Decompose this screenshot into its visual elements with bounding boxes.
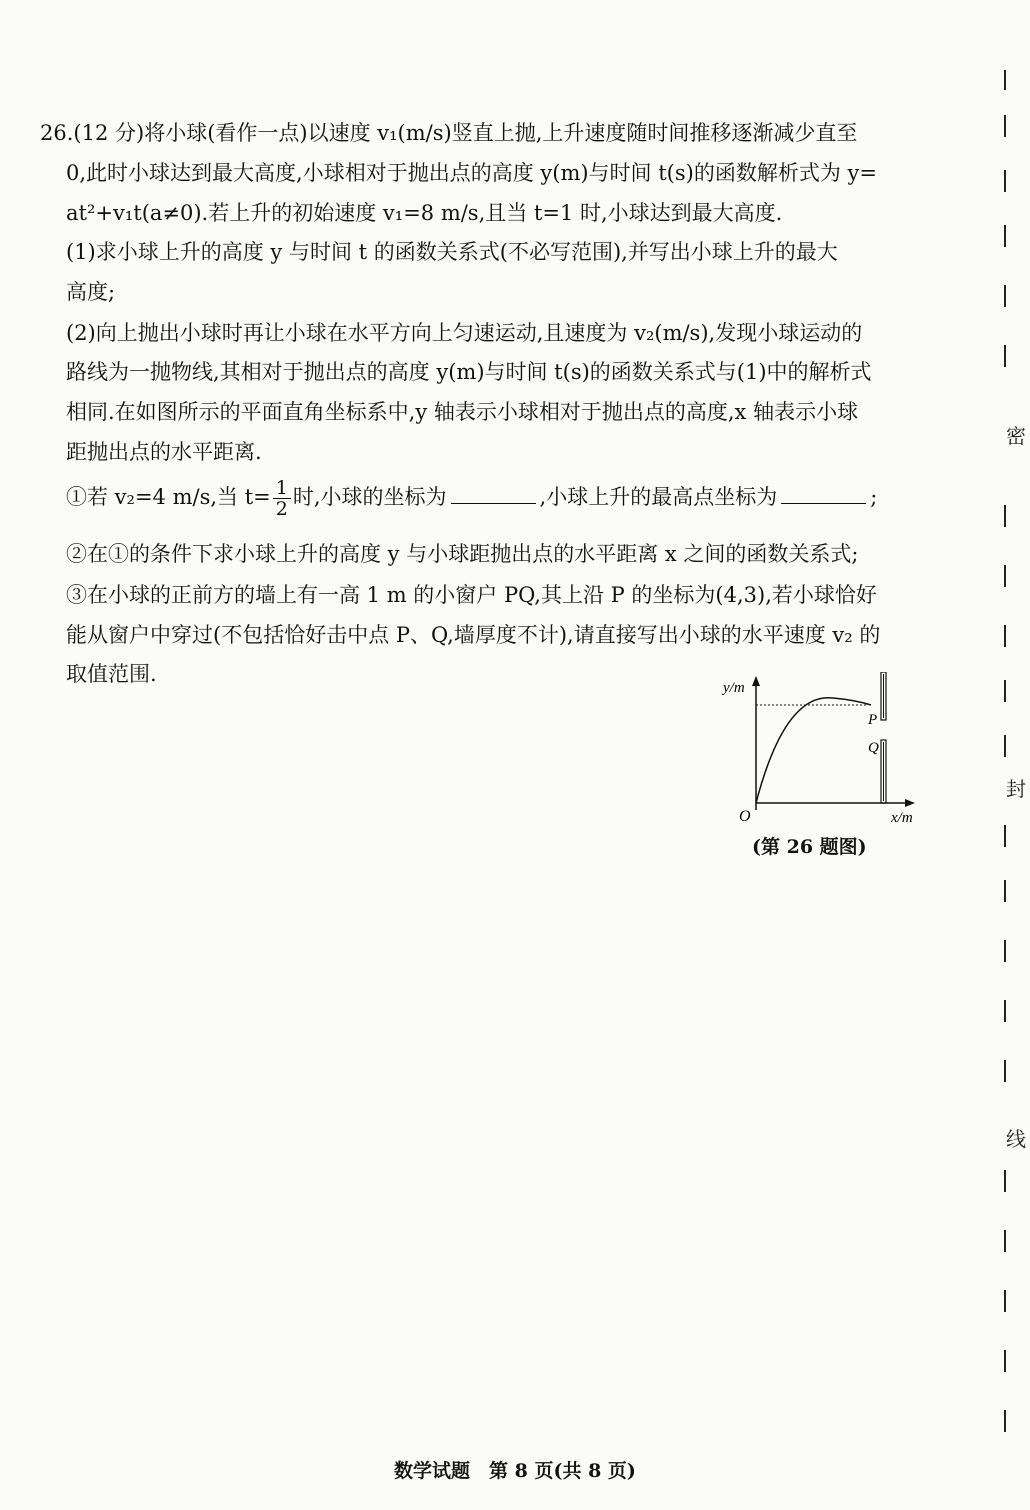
origin-label: O <box>739 808 751 825</box>
fraction-denominator: 2 <box>275 498 288 520</box>
binding-char-mi: 密 <box>1006 420 1026 449</box>
projectile-figure <box>715 672 935 832</box>
part2-line-4: 距抛出点的水平距离. <box>66 440 262 464</box>
y-axis-label: y/m <box>723 680 745 696</box>
figure-caption: (第 26 题图) <box>752 836 867 858</box>
sub3-line-3: 取值范围. <box>66 662 157 686</box>
x-axis-label: x/m <box>891 810 913 826</box>
answer-blank-1[interactable] <box>451 485 536 504</box>
trajectory-curve <box>756 698 871 803</box>
binding-char-xian: 线 <box>1006 1123 1026 1152</box>
binding-line <box>990 0 1030 1510</box>
sub1-text-a: ①若 v₂=4 m/s,当 t= <box>66 485 271 509</box>
x-axis-arrow <box>905 799 915 807</box>
score: (12 分) <box>73 121 145 145</box>
part2-line-2: 路线为一抛物线,其相对于抛出点的高度 y(m)与时间 t(s)的函数关系式与(1)中的解析式 <box>66 360 872 384</box>
intro-line-2: 0,此时小球达到最大高度,小球相对于抛出点的高度 y(m)与时间 t(s)的函数解析式为 y= <box>66 161 877 185</box>
question-number <box>40 117 857 147</box>
fraction-numerator: 1 <box>273 478 291 499</box>
sub1-text-c: ,小球上升的最高点坐标为 <box>539 485 778 509</box>
sub2-line: ②在①的条件下求小球上升的高度 y 与小球距抛出点的水平距离 x 之间的函数关系式; <box>66 542 859 566</box>
page-footer: 数学试题 第 8 页(共 8 页) <box>394 1460 636 1482</box>
sub1-line <box>66 478 877 519</box>
y-axis-arrow <box>752 676 760 686</box>
part2-line-1: (2)向上抛出小球时再让小球在水平方向上匀速运动,且速度为 v₂(m/s),发现小球运动的 <box>66 321 863 345</box>
number: 26. <box>40 121 74 145</box>
answer-blank-2[interactable] <box>781 485 866 504</box>
binding-char-feng: 封 <box>1006 773 1026 802</box>
point-p-label: P <box>868 712 878 728</box>
part2-line-3: 相同.在如图所示的平面直角坐标系中,y 轴表示小球相对于抛出点的高度,x 轴表示小球 <box>66 400 859 424</box>
sub3-line-1: ③在小球的正前方的墙上有一高 1 m 的小窗户 PQ,其上沿 P 的坐标为(4,3),若小球恰好 <box>66 583 877 607</box>
sub3-line-2: 能从窗户中穿过(不包括恰好击中点 P、Q,墙厚度不计),请直接写出小球的水平速度 v₂ 的 <box>66 623 881 647</box>
intro-line-3: at²+v₁t(a≠0).若上升的初始速度 v₁=8 m/s,且当 t=1 时,小球达到最大高度. <box>66 201 783 225</box>
part1-line-2: 高度; <box>66 280 116 304</box>
intro-line-1: 将小球(看作一点)以速度 v₁(m/s)竖直上抛,上升速度随时间推移逐渐减少直至 <box>144 121 858 145</box>
part1-line-1: (1)求小球上升的高度 y 与时间 t 的函数关系式(不必写范围),并写出小球上升的最大 <box>66 240 838 264</box>
fraction-half <box>273 478 291 519</box>
point-q-label: Q <box>868 740 879 756</box>
sub1-text-d: ; <box>870 485 878 509</box>
sub1-text-b: 时,小球的坐标为 <box>292 485 447 509</box>
